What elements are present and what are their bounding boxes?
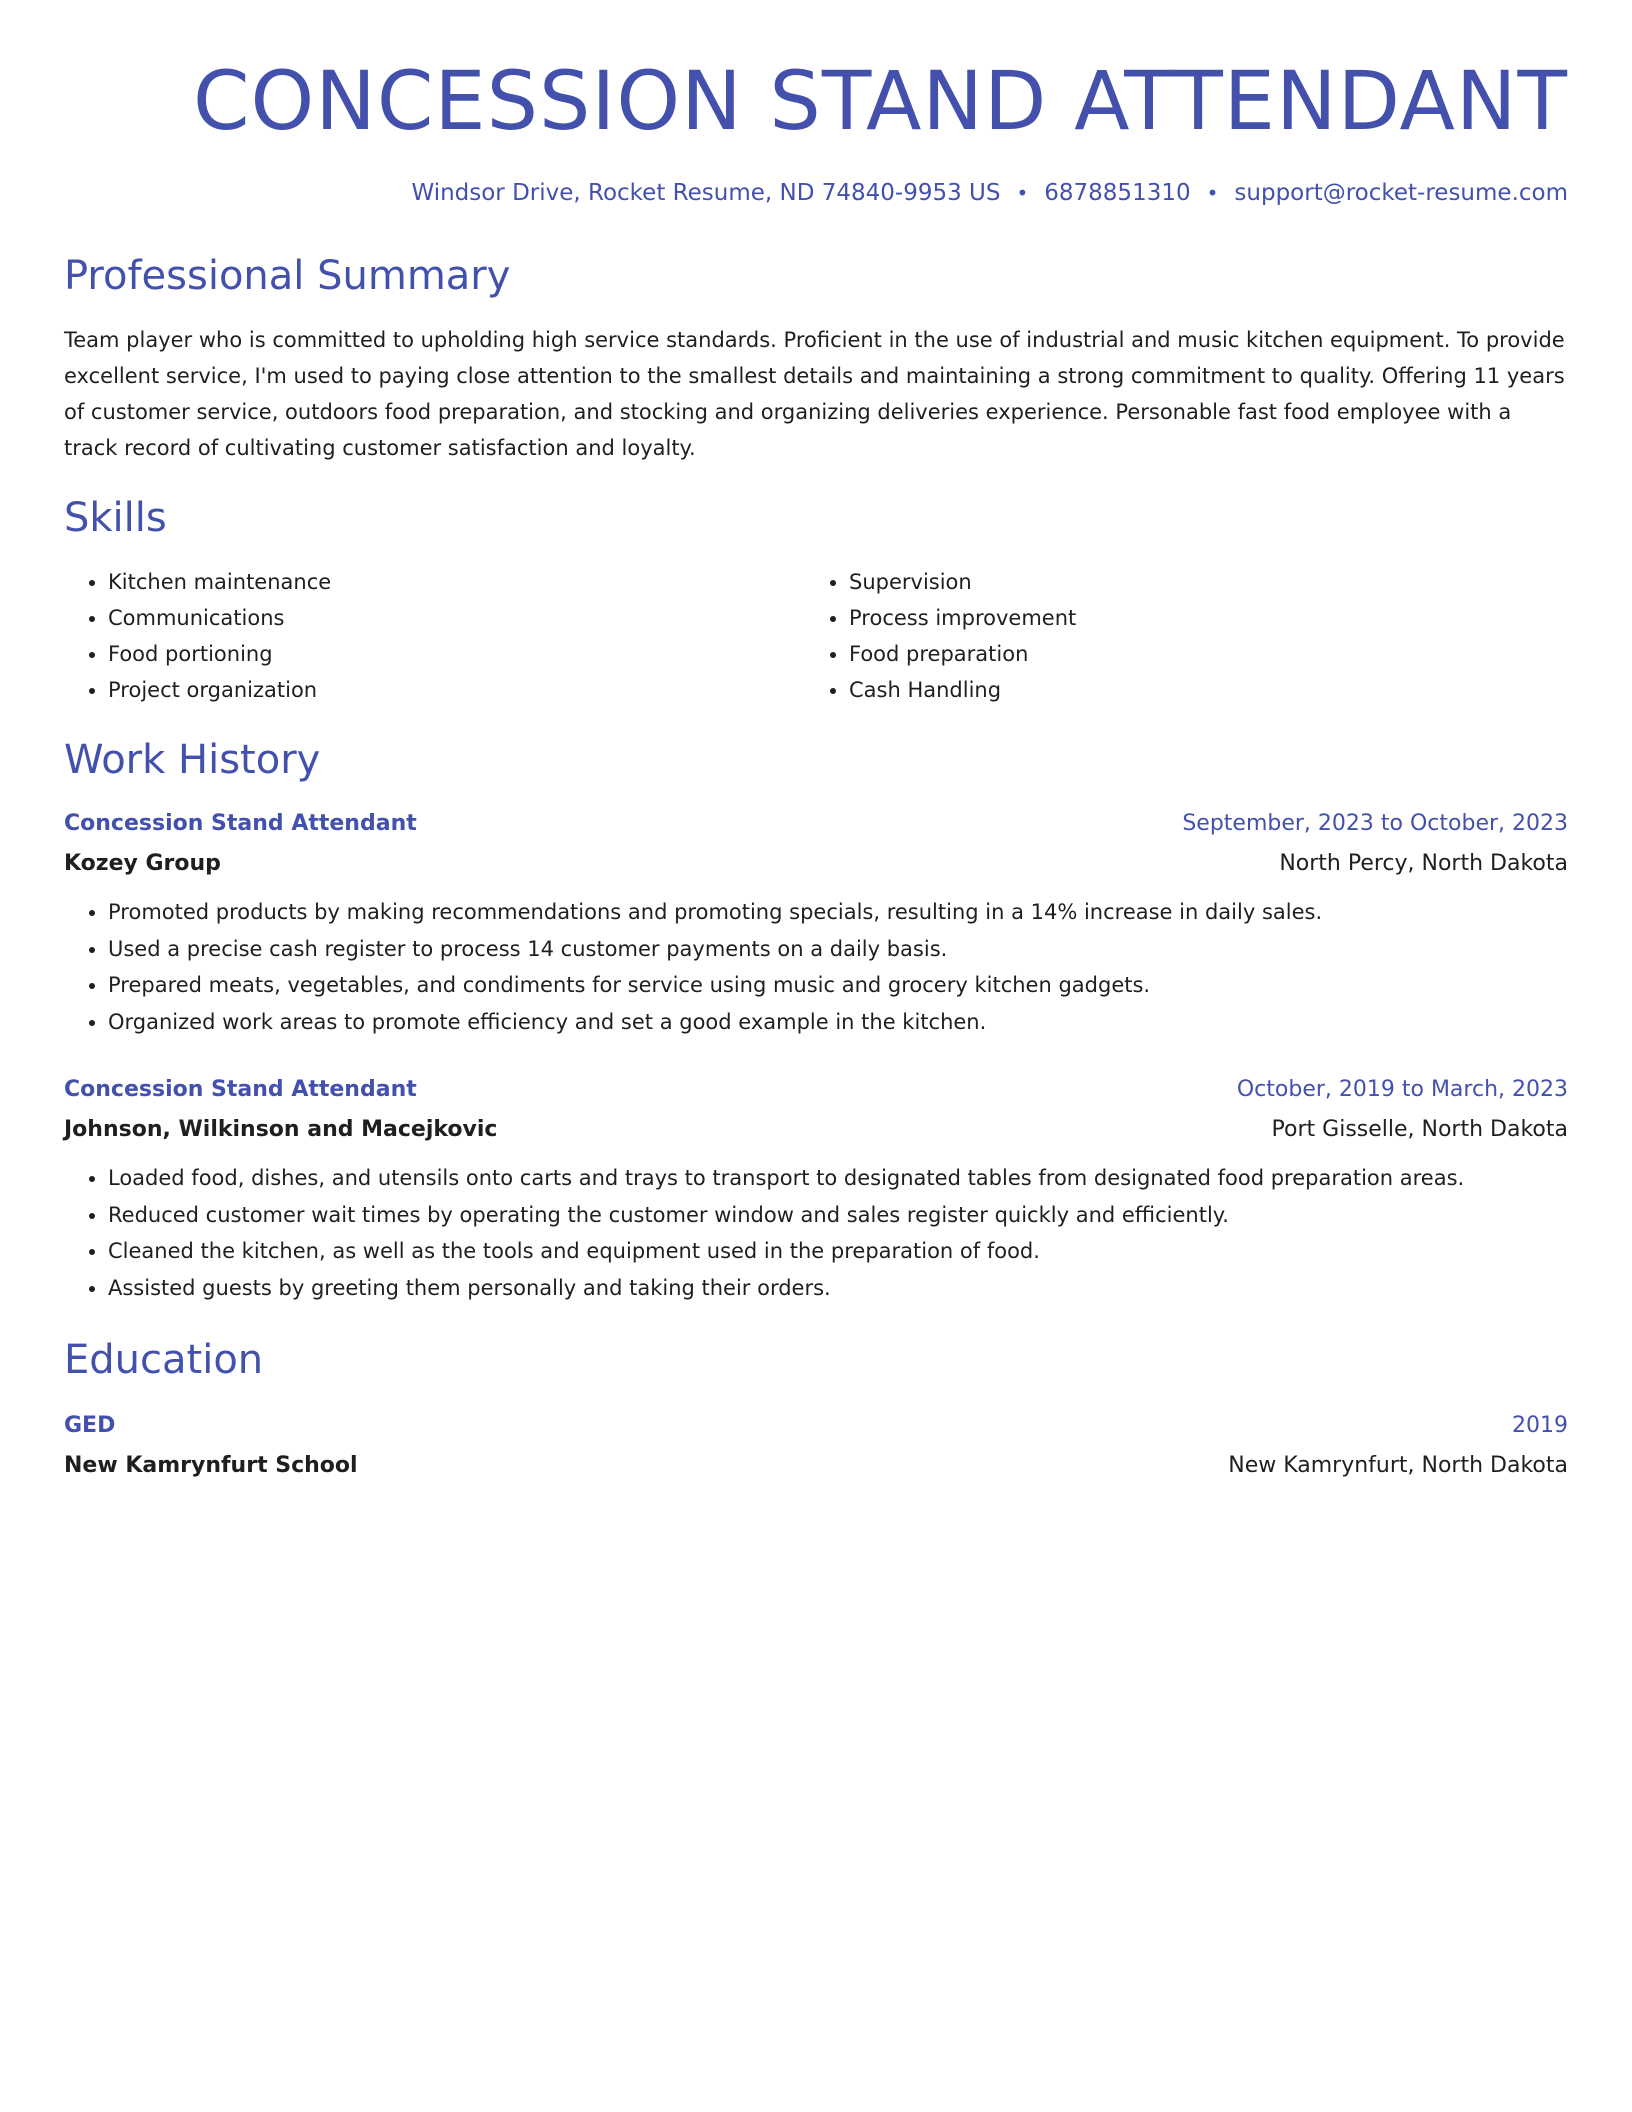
- job-bullet: • Used a precise cash register to process 14 customer payments on a daily basis.: [108, 931, 1568, 968]
- job-bullet: • Organized work areas to promote efficiency and set a good example in the kitchen.: [108, 1004, 1568, 1041]
- education-degree-row: [64, 1410, 1568, 1442]
- contact-line: [64, 178, 1568, 208]
- work-history-heading: Work History: [64, 737, 321, 783]
- job-title: Concession Stand Attendant: [64, 811, 417, 836]
- skill-item: • Kitchen maintenance: [108, 564, 805, 600]
- school-name: New Kamrynfurt School: [64, 1453, 358, 1478]
- resume-header: [64, 52, 1568, 208]
- education-heading: Education: [64, 1337, 264, 1383]
- school-location: New Kamrynfurt, North Dakota: [1228, 1453, 1568, 1478]
- company-name: Johnson, Wilkinson and Macejkovic: [64, 1117, 498, 1142]
- job-bullet: • Promoted products by making recommendations and promoting specials, resulting in a 14% increase in daily sales.: [108, 894, 1568, 931]
- job-entry: [64, 808, 1568, 1040]
- phone-text: 6878851310: [1044, 180, 1191, 206]
- education-school-row: [64, 1442, 1568, 1482]
- skills-grid: [64, 564, 1568, 708]
- job-bullets: [64, 1160, 1568, 1306]
- job-entry: [64, 1074, 1568, 1306]
- company-name: Kozey Group: [64, 851, 221, 876]
- job-bullet: • Prepared meats, vegetables, and condiments for service using music and grocery kitchen gadgets.: [108, 967, 1568, 1004]
- education-entry: [64, 1410, 1568, 1482]
- skill-item: • Cash Handling: [849, 672, 1546, 708]
- job-bullet: • Assisted guests by greeting them personally and taking their orders.: [108, 1270, 1568, 1307]
- job-company-row: [64, 1106, 1568, 1146]
- summary-text: Team player who is committed to upholding high service standards. Proficient in the use of industrial and music kitchen equipment. To provide excellent service, I'm used to paying close attention to the smallest details and maintaining a strong commitment to quality. Offering 11 years of customer service, outdoors food preparation, and stocking and organizing deliveries experience. Personable fast food employee with a track record of cultivating customer satisfaction and loyalty.: [64, 328, 1565, 460]
- skill-item: • Process improvement: [849, 600, 1546, 636]
- job-bullets: [64, 894, 1568, 1040]
- job-dates: October, 2019 to March, 2023: [1236, 1077, 1568, 1102]
- contact-separator: •: [1016, 181, 1029, 205]
- email-link[interactable]: support@rocket-resume.com: [1234, 180, 1568, 206]
- skill-item: • Supervision: [849, 564, 1546, 600]
- skill-item: • Food portioning: [108, 636, 805, 672]
- job-company-row: [64, 840, 1568, 880]
- job-bullet: • Cleaned the kitchen, as well as the tools and equipment used in the preparation of food.: [108, 1233, 1568, 1270]
- skills-column-left: [64, 564, 805, 708]
- job-bullet: • Reduced customer wait times by operating the customer window and sales register quickly and efficiently.: [108, 1197, 1568, 1234]
- skill-item: • Project organization: [108, 672, 805, 708]
- job-title: Concession Stand Attendant: [64, 1077, 417, 1102]
- education-year: 2019: [1512, 1413, 1568, 1438]
- job-bullet: • Loaded food, dishes, and utensils onto carts and trays to transport to designated tables from designated food preparation areas.: [108, 1160, 1568, 1197]
- skill-item: • Food preparation: [849, 636, 1546, 672]
- job-location: Port Gisselle, North Dakota: [1271, 1117, 1568, 1142]
- summary-heading: Professional Summary: [64, 253, 511, 299]
- job-location: North Percy, North Dakota: [1279, 851, 1568, 876]
- job-title-row: [64, 1074, 1568, 1106]
- contact-separator: •: [1206, 181, 1219, 205]
- degree-name: GED: [64, 1413, 116, 1438]
- job-title-row: [64, 808, 1568, 840]
- address-text: Windsor Drive, Rocket Resume, ND 74840-9953 US: [411, 180, 1001, 206]
- job-dates: September, 2023 to October, 2023: [1182, 811, 1568, 836]
- skills-heading: Skills: [64, 495, 167, 541]
- candidate-name: CONCESSION STAND ATTENDANT: [192, 55, 1568, 149]
- skills-column-right: [805, 564, 1546, 708]
- skill-item: • Communications: [108, 600, 805, 636]
